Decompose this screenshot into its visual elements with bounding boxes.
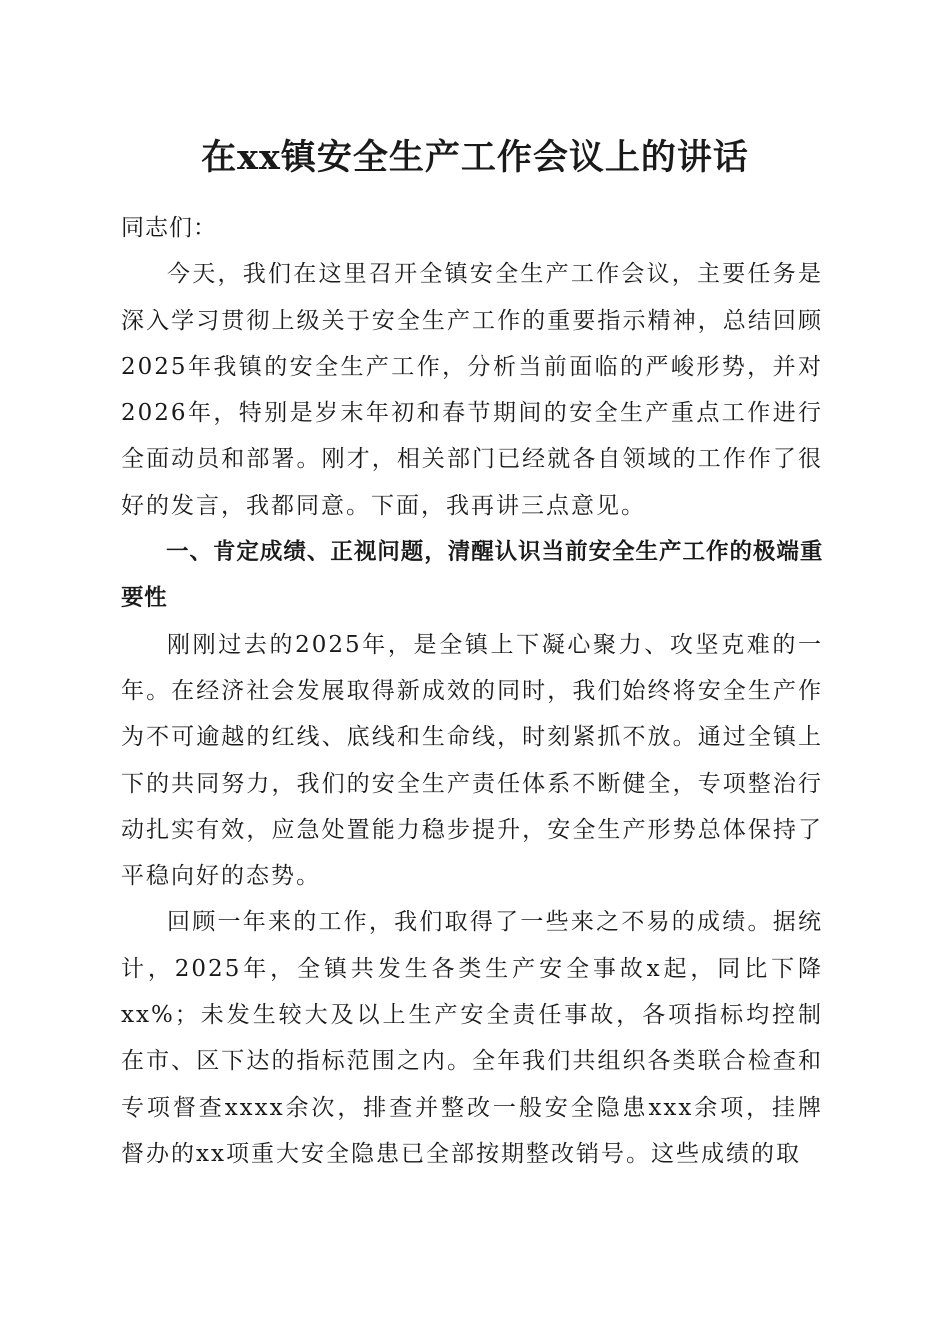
salutation: 同志们： [121,215,217,241]
document-body [121,205,823,1177]
intro-paragraph: 今天，我们在这里召开全镇安全生产工作会议，主要任务是深入学习贯彻上级关于安全生产工作的重要指示精神，总结回顾2025年我镇的安全生产工作，分析当前面临的严峻形势，并对2026年，特别是岁末年初和春节期间的安全生产重点工作进行全面动员和部署。刚才，相关部门已经就各自领域的工作作了很好的发言，我都同意。下面，我再讲三点意见。 [121,261,823,519]
section-1-paragraph-2: 回顾一年来的工作，我们取得了一些来之不易的成绩。据统计，2025年，全镇共发生各类生产安全事故x起，同比下降xx%；未发生较大及以上生产安全责任事故，各项指标均控制在市、区下达的指标范围之内。全年我们共组织各类联合检查和专项督查xxxx余次，排查并整改一般安全隐患xxx余项，挂牌督办的xx项重大安全隐患已全部按期整改销号。这些成绩的取 [121,909,823,1167]
section-1-paragraph-1: 刚刚过去的2025年，是全镇上下凝心聚力、攻坚克难的一年。在经济社会发展取得新成效的同时，我们始终将安全生产作为不可逾越的红线、底线和生命线，时刻紧抓不放。通过全镇上下的共同努力，我们的安全生产责任体系不断健全，专项整治行动扎实有效，应急处置能力稳步提升，安全生产形势总体保持了平稳向好的态势。 [121,631,823,890]
section-heading-1: 一、肯定成绩、正视问题，清醒认识当前安全生产工作的极端重要性 [121,539,823,612]
document-title: 在xx镇安全生产工作会议上的讲话 [201,137,749,178]
